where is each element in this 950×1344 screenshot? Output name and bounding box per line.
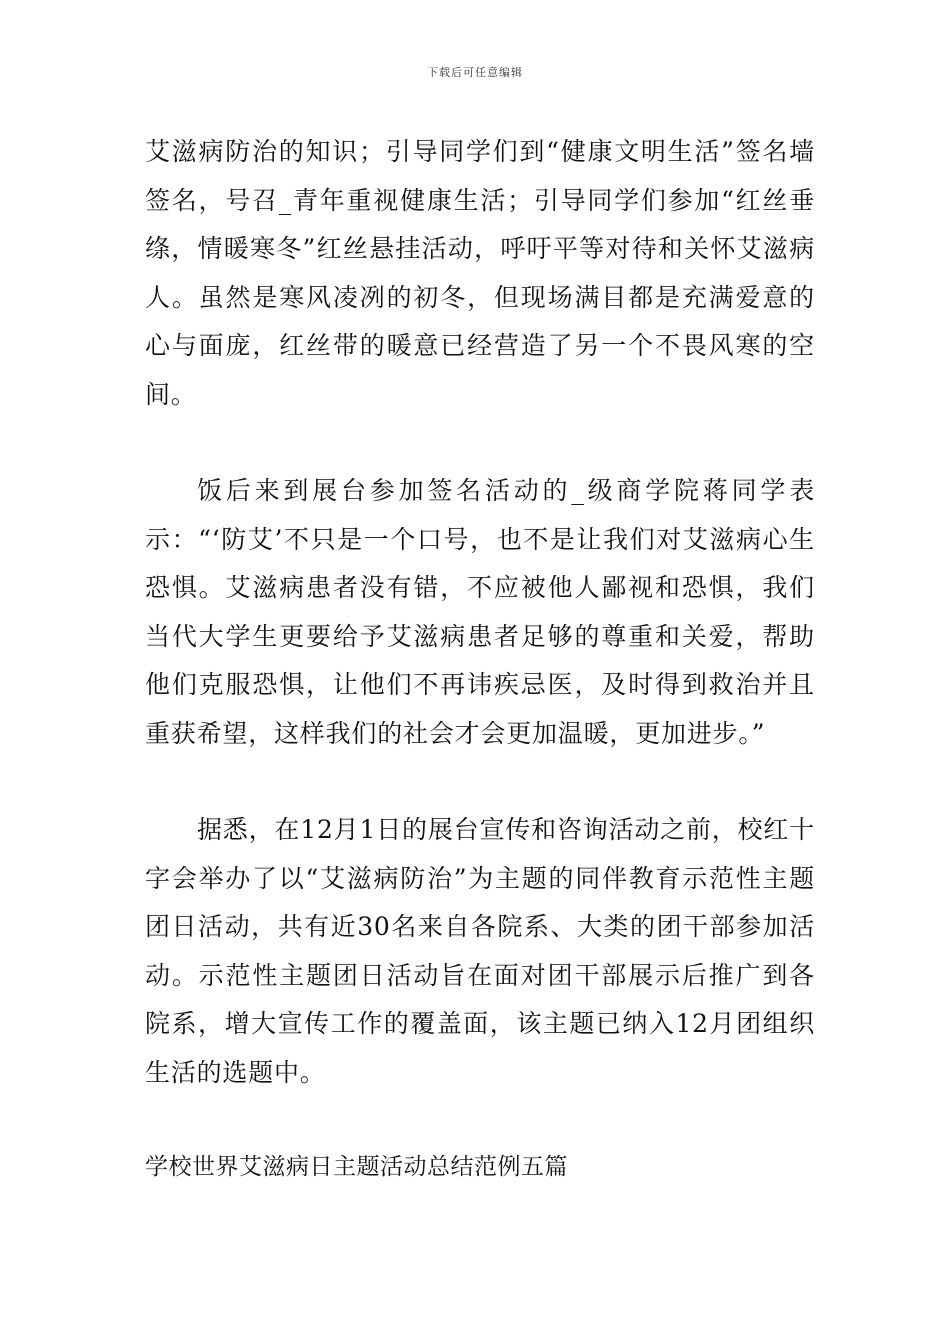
document-body <box>145 128 815 1189</box>
section-title: 学校世界艾滋病日主题活动总结范例五篇 <box>145 1154 568 1180</box>
paragraph-1: 艾滋病防治的知识；引导同学们到“健康文明生活”签名墙签名，号召_青年重视健康生活；引导同学们参加“红丝垂绦，情暖寒冬”红丝悬挂活动，呼吁平等对待和关怀艾滋病人。虽然是寒风凌冽的初冬，但现场满目都是充满爱意的心与面庞，红丝带的暖意已经营造了另一个不畏风寒的空间。 <box>145 137 815 409</box>
page-header: 下载后可任意编辑 <box>427 66 523 79</box>
paragraph-2: 饭后来到展台参加签名活动的_级商学院蒋同学表示：“‘防艾’不只是一个口号，也不是让我们对艾滋病心生恐惧。艾滋病患者没有错，不应被他人鄙视和恐惧，我们当代大学生更要给予艾滋病患者足够的尊重和关爱，帮助他们克服恐惧，让他们不再讳疾忌医，及时得到救治并且重获希望，这样我们的社会才会更加温暖，更加进步。” <box>145 476 815 748</box>
paragraph-3: 据悉，在12月1日的展台宣传和咨询活动之前，校红十字会举办了以“艾滋病防治”为主题的同伴教育示范性主题团日活动，共有近30名来自各院系、大类的团干部参加活动。示范性主题团日活动旨在面对团干部展示后推广到各院系，增大宣传工作的覆盖面，该主题已纳入12月团组织生活的选题中。 <box>145 815 815 1087</box>
paragraph-gap <box>145 758 815 806</box>
paragraph-gap <box>145 419 815 467</box>
paragraph-gap <box>145 1097 815 1145</box>
